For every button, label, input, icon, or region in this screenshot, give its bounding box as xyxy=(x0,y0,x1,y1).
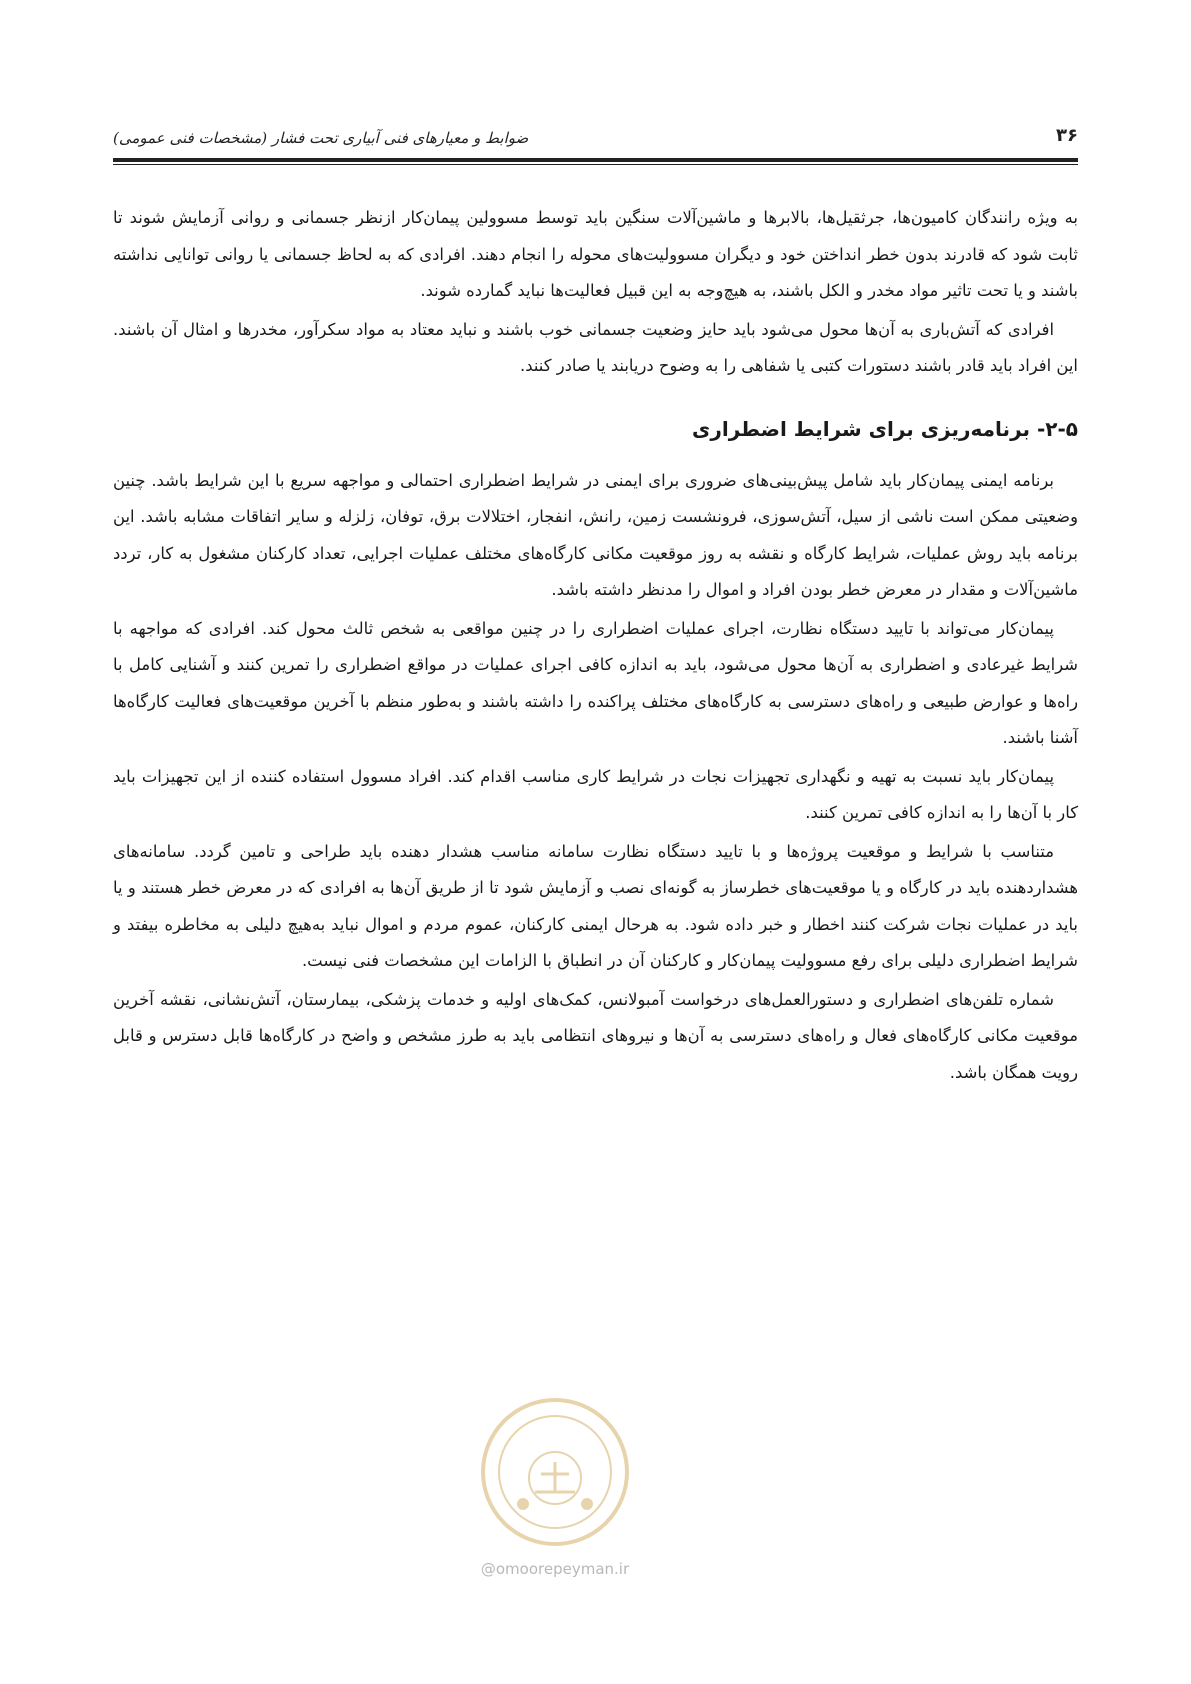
paragraph-warning-system: متناسب با شرایط و موقعیت پروژه‌ها و با تایید دستگاه نظارت سامانه مناسب هشدار دهنده باید طراحی و تامین گردد. سامانه‌های هشداردهنده باید در کارگاه و یا موقعیت‌های خطرساز به گونه‌ای نصب و آزمایش شود تا از طریق آن‌ها به افرادی که در معرض خطر هستند و یا باید در عملیات نجات شرکت کنند اخطار و خبر داده شود. به هرحال ایمنی کارکنان، عموم مردم و اموال نباید به‌هیچ دلیلی به مخاطره بیفتد و شرایط اضطراری دلیلی برای رفع مسوولیت پیمان‌کار و کارکنان آن در انطباق با الزامات این مشخصات فنی نیست. xyxy=(113,841,1078,970)
header-rule-thick xyxy=(113,158,1078,162)
section-heading: ۲-۵- برنامه‌ریزی برای شرایط اضطراری xyxy=(692,416,1078,441)
paragraph-blasters: افرادی که آتش‌باری به آن‌ها محول می‌شود باید حایز وضعیت جسمانی خوب باشند و نباید معتاد به مواد سکرآور، مخدرها و امثال آن باشند. این افراد باید قادر باشند دستورات کتبی یا شفاهی را به وضوح دریابند یا صادر کنند. xyxy=(113,319,1078,375)
paragraph-rescue-equipment: پیمان‌کار باید نسبت به تهیه و نگهداری تجهیزات نجات در شرایط کاری مناسب اقدام کند. افراد مسوول استفاده کننده از این تجهیزات باید کار با آن‌ها را به اندازه کافی تمرین کنند. xyxy=(113,766,1078,822)
header-title: ضوابط و معیارهای فنی آبیاری تحت فشار (مشخصات فنی عمومی) xyxy=(113,129,529,147)
watermark-url: @omoorepeyman.ir xyxy=(480,1560,630,1578)
paragraph-third-party: پیمان‌کار می‌تواند با تایید دستگاه نظارت، اجرای عملیات اضطراری را در چنین مواقعی به شخص ثالث محول کند. افرادی که مواجهه با شرایط غیرعادی و اضطراری به آن‌ها محول می‌شود، باید به اندازه کافی اجرای عملیات در مواقع اضطراری را تمرین کنند و آشنایی کامل با راه‌ها و عوارض طبیعی و راه‌های دسترسی به کارگاه‌های مختلف پراکنده را داشته باشند و به‌طور منظم با آخرین موقعیت‌های فعالیت کارگاه‌ها آشنا باشند. xyxy=(113,618,1078,747)
document-body xyxy=(113,200,1078,1093)
page-number: ۳۶ xyxy=(1056,125,1078,146)
paragraph-emergency-numbers: شماره تلفن‌های اضطراری و دستورالعمل‌های درخواست آمبولانس، کمک‌های اولیه و خدمات پزشکی، بیمارستان، آتش‌نشانی، نقشه آخرین موقعیت مکانی کارگاه‌های فعال و راه‌های دسترسی به آن‌ها و نیروهای انتظامی باید به طرز مشخص و واضح در کارگاه‌ها قابل دسترس و قابل رویت همگان باشد. xyxy=(113,989,1078,1082)
watermark-seal-icon xyxy=(475,1392,635,1552)
paragraph-drivers: به ویژه رانندگان کامیون‌ها، جرثقیل‌ها، بالابرها و ماشین‌آلات سنگین باید توسط مسوولین پیمان‌کار ازنظر جسمانی و روانی آزمایش شوند تا ثابت شود که قادرند بدون خطر انداختن خود و دیگران مسوولیت‌های محوله را انجام دهند. افرادی که به لحاظ جسمانی یا روانی توانایی نداشته باشند و یا تحت تاثیر مواد مخدر و الکل باشند، به هیچ‌وجه به این قبیل فعالیت‌ها نباید گمارده شوند. xyxy=(113,208,1078,300)
header-rule-thin xyxy=(113,164,1078,165)
page-header xyxy=(113,125,1078,155)
paragraph-safety-program: برنامه ایمنی پیمان‌کار باید شامل پیش‌بینی‌های ضروری برای ایمنی در شرایط اضطراری احتمالی و مواجهه سریع با این شرایط باشد. چنین وضعیتی ممکن است ناشی از سیل، آتش‌سوزی، فرونشست زمین، رانش، انفجار، اختلالات برق، توفان، زلزله و سایر اتفاقات مشابه باشد. این برنامه باید روش عملیات، شرایط کارگاه و نقشه به روز موقعیت مکانی کارگاه‌های مختلف عملیات اجرایی، تعداد کارکنان مشغول به کار، تردد ماشین‌آلات و مقدار در معرض خطر بودن افراد و اموال را مدنظر داشته باشد. xyxy=(113,470,1078,599)
